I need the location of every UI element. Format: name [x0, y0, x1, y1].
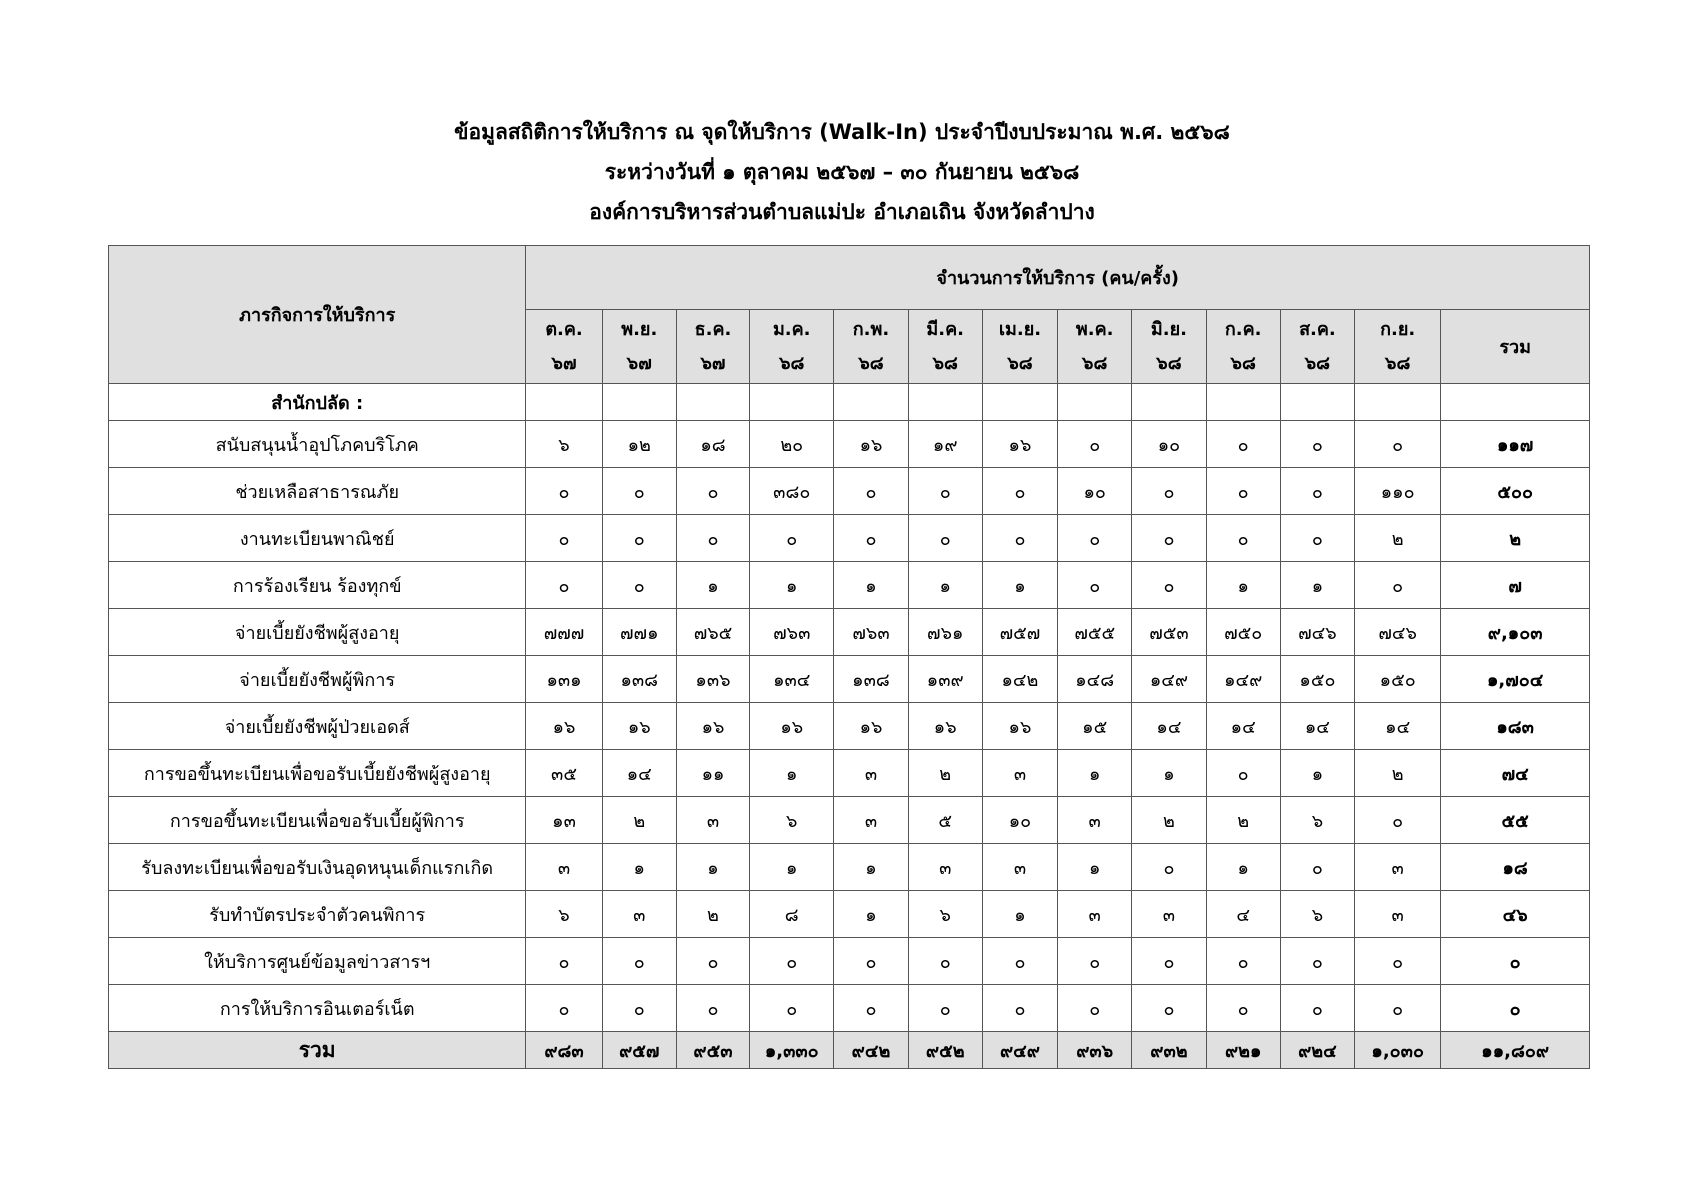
- month-value: ๐: [1280, 468, 1354, 515]
- month-value: ๐: [1280, 985, 1354, 1032]
- month-value: ๒: [1206, 797, 1280, 844]
- month-value: ๐: [1058, 562, 1132, 609]
- month-value: ๑๖: [908, 703, 982, 750]
- month-year: ๖๘: [858, 352, 884, 374]
- month-value: ๗๕๓: [1132, 609, 1206, 656]
- month-value: ๗๕๕: [1058, 609, 1132, 656]
- month-header: [526, 310, 602, 384]
- month-year: ๖๘: [1082, 352, 1108, 374]
- service-name: งานทะเบียนพาณิชย์: [109, 515, 526, 562]
- month-name: มิ.ย.: [1150, 318, 1187, 340]
- service-name: จ่ายเบี้ยยังชีพผู้พิการ: [109, 656, 526, 703]
- month-value: ๑๘: [676, 421, 749, 468]
- empty-cell: [676, 384, 749, 421]
- month-value: ๑๓๑: [526, 656, 602, 703]
- month-value: ๓๕: [526, 750, 602, 797]
- month-name: ก.ค.: [1224, 318, 1262, 340]
- month-value: ๐: [676, 468, 749, 515]
- month-value: ๗๖๕: [676, 609, 749, 656]
- month-value: ๗๖๓: [750, 609, 834, 656]
- title-line-2: ระหว่างวันที่ ๑ ตุลาคม ๒๕๖๗ – ๓๐ กันยายน ๒๕๖๘: [604, 160, 1080, 184]
- month-year: ๖๘: [1007, 352, 1033, 374]
- month-name: พ.ย.: [621, 318, 658, 340]
- month-value: ๐: [1058, 938, 1132, 985]
- row-total: ๑๘๓: [1441, 703, 1590, 750]
- service-name: การขอขึ้นทะเบียนเพื่อขอรับเบี้ยผู้พิการ: [109, 797, 526, 844]
- month-value: ๓: [834, 797, 908, 844]
- month-value: ๗๗๑: [602, 609, 676, 656]
- month-value: ๓: [982, 750, 1057, 797]
- month-value: ๐: [908, 515, 982, 562]
- month-value: ๑: [1280, 562, 1354, 609]
- month-value: ๑: [834, 844, 908, 891]
- month-name: ส.ค.: [1299, 318, 1336, 340]
- month-value: ๑๖: [834, 703, 908, 750]
- empty-cell: [1441, 384, 1590, 421]
- month-header: [1132, 310, 1206, 384]
- table-row: [109, 468, 1590, 515]
- row-total: ๒: [1441, 515, 1590, 562]
- table-row: [109, 844, 1590, 891]
- month-value: ๑๔: [1280, 703, 1354, 750]
- month-value: ๐: [908, 985, 982, 1032]
- grand-total-value: ๑๑,๘๐๙: [1441, 1032, 1590, 1069]
- service-header: ภารกิจการให้บริการ: [109, 246, 526, 384]
- month-total: ๙๕๓: [676, 1032, 749, 1069]
- row-total: ๑,๗๐๔: [1441, 656, 1590, 703]
- title-line-3: องค์การบริหารส่วนตำบลแม่ปะ อำเภอเถิน จังหวัดลำปาง: [589, 200, 1095, 224]
- month-name: เม.ย.: [998, 318, 1042, 340]
- table-row: [109, 797, 1590, 844]
- month-value: ๐: [1132, 985, 1206, 1032]
- month-value: ๒: [1355, 515, 1441, 562]
- month-name: พ.ค.: [1075, 318, 1114, 340]
- month-value: ๑๐: [982, 797, 1057, 844]
- month-value: ๐: [834, 515, 908, 562]
- month-value: ๐: [526, 938, 602, 985]
- month-value: ๑๔๒: [982, 656, 1057, 703]
- empty-cell: [1355, 384, 1441, 421]
- month-value: ๑: [834, 562, 908, 609]
- month-value: ๑๖: [750, 703, 834, 750]
- month-year: ๖๘: [1230, 352, 1256, 374]
- month-value: ๑๓๘: [602, 656, 676, 703]
- month-value: ๑: [676, 844, 749, 891]
- month-value: ๓: [1058, 797, 1132, 844]
- service-name: รับทำบัตรประจำตัวคนพิการ: [109, 891, 526, 938]
- month-total: ๙๒๔: [1280, 1032, 1354, 1069]
- month-value: ๖: [908, 891, 982, 938]
- month-header: [750, 310, 834, 384]
- empty-cell: [908, 384, 982, 421]
- table-row: [109, 562, 1590, 609]
- month-value: ๑: [982, 562, 1057, 609]
- month-value: ๐: [1132, 562, 1206, 609]
- month-name: ก.พ.: [852, 318, 890, 340]
- month-value: ๐: [1280, 515, 1354, 562]
- month-value: ๑๓๖: [676, 656, 749, 703]
- empty-cell: [1206, 384, 1280, 421]
- month-value: ๑: [908, 562, 982, 609]
- month-value: ๖: [750, 797, 834, 844]
- row-total: ๕๐๐: [1441, 468, 1590, 515]
- month-value: ๑: [1206, 844, 1280, 891]
- month-value: ๖: [1280, 797, 1354, 844]
- month-header: [1058, 310, 1132, 384]
- month-value: ๐: [1058, 515, 1132, 562]
- month-value: ๗๕๗: [982, 609, 1057, 656]
- month-total: ๙๓๒: [1132, 1032, 1206, 1069]
- month-value: ๐: [1206, 421, 1280, 468]
- month-value: ๐: [526, 985, 602, 1032]
- month-value: ๗๕๐: [1206, 609, 1280, 656]
- empty-cell: [982, 384, 1057, 421]
- month-value: ๑: [982, 891, 1057, 938]
- month-year: ๖๘: [1385, 352, 1411, 374]
- month-header: [602, 310, 676, 384]
- month-value: ๑: [750, 750, 834, 797]
- month-value: ๐: [1058, 421, 1132, 468]
- grand-total-row: [109, 1032, 1590, 1069]
- month-value: ๑: [676, 562, 749, 609]
- title-line-1: ข้อมูลสถิติการให้บริการ ณ จุดให้บริการ (Walk-In) ประจำปีงบประมาณ พ.ศ. ๒๕๖๘: [454, 120, 1230, 144]
- month-value: ๑: [1058, 844, 1132, 891]
- month-value: ๐: [908, 468, 982, 515]
- month-value: ๑๖: [834, 421, 908, 468]
- month-value: ๐: [750, 515, 834, 562]
- month-value: ๑: [602, 844, 676, 891]
- month-value: ๐: [1058, 985, 1132, 1032]
- month-value: ๑๑: [676, 750, 749, 797]
- month-value: ๐: [1132, 515, 1206, 562]
- month-value: ๒: [1132, 797, 1206, 844]
- month-value: ๑: [1206, 562, 1280, 609]
- month-value: ๓: [1355, 891, 1441, 938]
- month-value: ๐: [1132, 468, 1206, 515]
- month-total: ๑,๓๓๐: [750, 1032, 834, 1069]
- row-total: ๑๘: [1441, 844, 1590, 891]
- month-value: ๐: [1355, 797, 1441, 844]
- table-row: [109, 703, 1590, 750]
- table-row: [109, 750, 1590, 797]
- month-total: ๙๔๒: [834, 1032, 908, 1069]
- service-name: จ่ายเบี้ยยังชีพผู้ป่วยเอดส์: [109, 703, 526, 750]
- month-value: ๑๓๙: [908, 656, 982, 703]
- month-value: ๑๙: [908, 421, 982, 468]
- service-name: การให้บริการอินเตอร์เน็ต: [109, 985, 526, 1032]
- month-value: ๑๐: [1132, 421, 1206, 468]
- month-value: ๑๔: [1355, 703, 1441, 750]
- month-value: ๐: [602, 468, 676, 515]
- month-value: ๐: [1355, 562, 1441, 609]
- empty-cell: [750, 384, 834, 421]
- month-value: ๓: [526, 844, 602, 891]
- row-total: ๔๖: [1441, 891, 1590, 938]
- month-year: ๖๘: [779, 352, 805, 374]
- month-value: ๐: [834, 985, 908, 1032]
- month-value: ๐: [1206, 938, 1280, 985]
- month-name: ก.ย.: [1380, 318, 1416, 340]
- table-body: [109, 384, 1590, 1069]
- month-value: ๑๒: [602, 421, 676, 468]
- section-row: [109, 384, 1590, 421]
- month-value: ๐: [1206, 750, 1280, 797]
- empty-cell: [602, 384, 676, 421]
- row-total: ๗: [1441, 562, 1590, 609]
- section-label: สำนักปลัด :: [109, 384, 526, 421]
- month-value: ๗๔๖: [1280, 609, 1354, 656]
- month-total: ๙๕๗: [602, 1032, 676, 1069]
- empty-cell: [834, 384, 908, 421]
- row-total: ๙,๑๐๓: [1441, 609, 1590, 656]
- month-value: ๐: [526, 515, 602, 562]
- month-year: ๖๗: [626, 352, 652, 374]
- month-value: ๐: [908, 938, 982, 985]
- month-value: ๑๔: [602, 750, 676, 797]
- month-value: ๐: [1280, 938, 1354, 985]
- month-value: ๑๔๙: [1206, 656, 1280, 703]
- month-value: ๐: [1206, 985, 1280, 1032]
- month-value: ๒: [602, 797, 676, 844]
- month-value: ๒๐: [750, 421, 834, 468]
- month-value: ๓: [1058, 891, 1132, 938]
- month-value: ๑๖: [602, 703, 676, 750]
- month-value: ๐: [834, 938, 908, 985]
- empty-cell: [1132, 384, 1206, 421]
- month-header: [1280, 310, 1354, 384]
- service-name: ช่วยเหลือสาธารณภัย: [109, 468, 526, 515]
- month-value: ๐: [676, 938, 749, 985]
- document-titles: [0, 112, 1684, 232]
- month-header: [1355, 310, 1441, 384]
- month-value: ๓: [602, 891, 676, 938]
- month-value: ๑๔: [1132, 703, 1206, 750]
- row-total: ๕๕: [1441, 797, 1590, 844]
- month-value: ๒: [908, 750, 982, 797]
- month-value: ๑๖: [676, 703, 749, 750]
- month-value: ๔: [1206, 891, 1280, 938]
- month-value: ๐: [1132, 844, 1206, 891]
- month-year: ๖๘: [1156, 352, 1182, 374]
- empty-cell: [1280, 384, 1354, 421]
- service-name: สนับสนุนน้ำอุปโภคบริโภค: [109, 421, 526, 468]
- month-name: มี.ค.: [926, 318, 965, 340]
- statistics-table: [108, 245, 1590, 1069]
- month-total: ๙๘๓: [526, 1032, 602, 1069]
- month-name: ต.ค.: [545, 318, 583, 340]
- table-row: [109, 985, 1590, 1032]
- month-value: ๐: [1355, 985, 1441, 1032]
- month-value: ๐: [982, 985, 1057, 1032]
- month-value: ๒: [1355, 750, 1441, 797]
- service-name: รับลงทะเบียนเพื่อขอรับเงินอุดหนุนเด็กแรกเกิด: [109, 844, 526, 891]
- month-value: ๐: [602, 938, 676, 985]
- month-value: ๗๗๗: [526, 609, 602, 656]
- month-value: ๑: [1058, 750, 1132, 797]
- grand-total-label: รวม: [109, 1032, 526, 1069]
- row-total: ๑๑๗: [1441, 421, 1590, 468]
- month-value: ๑๓๘: [834, 656, 908, 703]
- month-value: ๘: [750, 891, 834, 938]
- month-total: ๙๔๙: [982, 1032, 1057, 1069]
- month-value: ๑๔: [1206, 703, 1280, 750]
- month-value: ๐: [1355, 421, 1441, 468]
- month-value: ๐: [602, 562, 676, 609]
- month-value: ๐: [750, 985, 834, 1032]
- service-name: การขอขึ้นทะเบียนเพื่อขอรับเบี้ยยังชีพผู้สูงอายุ: [109, 750, 526, 797]
- month-value: ๑: [750, 562, 834, 609]
- row-total: ๐: [1441, 938, 1590, 985]
- month-value: ๑๕๐: [1280, 656, 1354, 703]
- month-year: ๖๘: [932, 352, 958, 374]
- month-value: ๐: [982, 515, 1057, 562]
- month-total: ๙๓๖: [1058, 1032, 1132, 1069]
- month-name: ธ.ค.: [694, 318, 732, 340]
- service-name: การร้องเรียน ร้องทุกข์: [109, 562, 526, 609]
- month-value: ๐: [676, 515, 749, 562]
- month-value: ๑๕๐: [1355, 656, 1441, 703]
- service-name: ให้บริการศูนย์ข้อมูลข่าวสารฯ: [109, 938, 526, 985]
- month-year: ๖๘: [1304, 352, 1331, 374]
- total-header: รวม: [1441, 310, 1590, 384]
- month-value: ๐: [1206, 468, 1280, 515]
- month-value: ๐: [1355, 938, 1441, 985]
- month-value: ๓: [1132, 891, 1206, 938]
- month-year: ๖๗: [551, 352, 577, 374]
- month-value: ๕: [908, 797, 982, 844]
- month-header: [834, 310, 908, 384]
- month-header: [982, 310, 1057, 384]
- month-value: ๐: [1132, 938, 1206, 985]
- month-value: ๐: [602, 515, 676, 562]
- month-value: ๐: [982, 468, 1057, 515]
- month-header: [1206, 310, 1280, 384]
- empty-cell: [526, 384, 602, 421]
- month-name: ม.ค.: [772, 318, 811, 340]
- table-row: [109, 938, 1590, 985]
- month-value: ๓: [834, 750, 908, 797]
- month-value: ๓: [982, 844, 1057, 891]
- row-total: ๐: [1441, 985, 1590, 1032]
- month-value: ๐: [982, 938, 1057, 985]
- month-value: ๑๖: [526, 703, 602, 750]
- month-value: ๗๔๖: [1355, 609, 1441, 656]
- month-value: ๑๓: [526, 797, 602, 844]
- month-value: ๐: [750, 938, 834, 985]
- month-value: ๐: [1280, 421, 1354, 468]
- month-value: ๑๕: [1058, 703, 1132, 750]
- table-row: [109, 656, 1590, 703]
- month-year: ๖๗: [700, 352, 726, 374]
- month-value: ๖: [1280, 891, 1354, 938]
- month-value: ๑๐: [1058, 468, 1132, 515]
- month-value: ๑: [1132, 750, 1206, 797]
- month-value: ๐: [834, 468, 908, 515]
- month-value: ๐: [602, 985, 676, 1032]
- table-row: [109, 515, 1590, 562]
- month-value: ๖: [526, 421, 602, 468]
- month-total: ๑,๐๓๐: [1355, 1032, 1441, 1069]
- empty-cell: [1058, 384, 1132, 421]
- row-total: ๗๔: [1441, 750, 1590, 797]
- month-value: ๒: [676, 891, 749, 938]
- month-total: ๙๕๒: [908, 1032, 982, 1069]
- month-value: ๑๖: [982, 703, 1057, 750]
- month-value: ๐: [526, 562, 602, 609]
- month-value: ๑: [834, 891, 908, 938]
- service-name: จ่ายเบี้ยยังชีพผู้สูงอายุ: [109, 609, 526, 656]
- month-value: ๑๔๙: [1132, 656, 1206, 703]
- month-value: ๓: [1355, 844, 1441, 891]
- month-value: ๐: [676, 985, 749, 1032]
- month-value: ๑๓๔: [750, 656, 834, 703]
- month-value: ๐: [1206, 515, 1280, 562]
- month-value: ๗๖๑: [908, 609, 982, 656]
- month-value: ๑๑๐: [1355, 468, 1441, 515]
- month-value: ๓๘๐: [750, 468, 834, 515]
- month-value: ๖: [526, 891, 602, 938]
- month-value: ๐: [1280, 844, 1354, 891]
- table-row: [109, 609, 1590, 656]
- month-value: ๑: [750, 844, 834, 891]
- table-row: [109, 421, 1590, 468]
- month-value: ๑๖: [982, 421, 1057, 468]
- month-value: ๑: [1280, 750, 1354, 797]
- month-header: [908, 310, 982, 384]
- month-value: ๑๔๘: [1058, 656, 1132, 703]
- table-row: [109, 891, 1590, 938]
- month-value: ๐: [526, 468, 602, 515]
- month-total: ๙๒๑: [1206, 1032, 1280, 1069]
- month-value: ๓: [676, 797, 749, 844]
- month-value: ๓: [908, 844, 982, 891]
- service-count-header: จำนวนการให้บริการ (คน/ครั้ง): [526, 246, 1590, 310]
- month-value: ๗๖๓: [834, 609, 908, 656]
- month-header: [676, 310, 749, 384]
